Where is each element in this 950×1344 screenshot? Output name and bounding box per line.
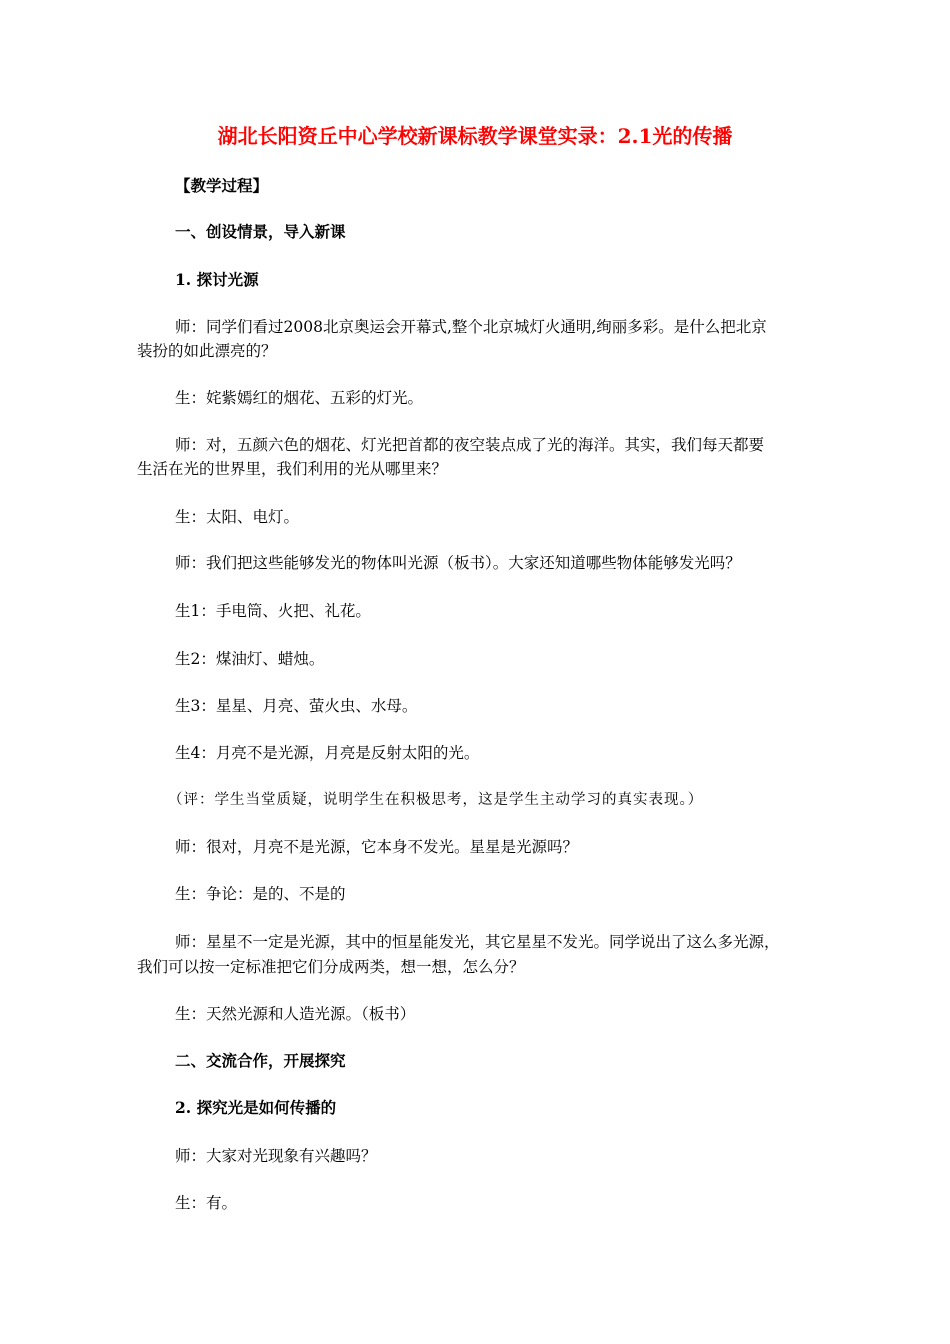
paragraph-line: 生活在光的世界里，我们利用的光从哪里来？ <box>137 460 448 478</box>
paragraph-line: 生：天然光源和人造光源。（板书） <box>175 1005 416 1023</box>
paragraph-line: 生：姹紫嫣红的烟花、五彩的灯光。 <box>175 389 424 407</box>
paragraph-line: 生：太阳、电灯。 <box>175 508 300 526</box>
paragraph-line: 生3：星星、月亮、萤火虫、水母。 <box>175 697 418 715</box>
paragraph-line: 生4：月亮不是光源，月亮是反射太阳的光。 <box>175 744 480 762</box>
paragraph-line: 师：对，五颜六色的烟花、灯光把首都的夜空装点成了光的海洋。其实，我们每天都要 <box>175 436 765 454</box>
paragraph-line: 师：同学们看过2008北京奥运会开幕式,整个北京城灯火通明,绚丽多彩。是什么把北京 <box>175 318 767 336</box>
subsection-heading-2: 2. 探究光是如何传播的 <box>175 1098 337 1117</box>
paragraph-line: 装扮的如此漂亮的？ <box>137 342 277 360</box>
paragraph-line: 师：星星不一定是光源，其中的恒星能发光，其它星星不发光。同学说出了这么多光源， <box>175 933 780 951</box>
subsection-heading-1: 1. 探讨光源 <box>175 270 259 289</box>
paragraph-line: 我们可以按一定标准把它们分成两类，想一想，怎么分？ <box>137 958 525 976</box>
paragraph-line: 生2：煤油灯、蜡烛。 <box>175 650 325 668</box>
section-heading-process: 【教学过程】 <box>175 176 269 195</box>
paragraph-line: 生：争论：是的、不是的 <box>175 885 346 903</box>
commentary-line: （评：学生当堂质疑，说明学生在积极思考，这是学生主动学习的真实表现。） <box>168 792 704 808</box>
paragraph-line: 师：很对，月亮不是光源，它本身不发光。星星是光源吗？ <box>175 838 579 856</box>
paragraph-line: 师：我们把这些能够发光的物体叫光源（板书）。大家还知道哪些物体能够发光吗？ <box>175 554 741 572</box>
document-title: 湖北长阳资丘中心学校新课标教学课堂实录：2.1光的传播 <box>217 124 733 148</box>
paragraph-line: 师：大家对光现象有兴趣吗？ <box>175 1147 377 1165</box>
section-heading-1: 一、创设情景，导入新课 <box>175 222 346 241</box>
paragraph-line: 生1：手电筒、火把、礼花。 <box>175 602 371 620</box>
section-heading-2: 二、交流合作，开展探究 <box>175 1051 346 1070</box>
paragraph-line: 生：有。 <box>175 1194 238 1212</box>
